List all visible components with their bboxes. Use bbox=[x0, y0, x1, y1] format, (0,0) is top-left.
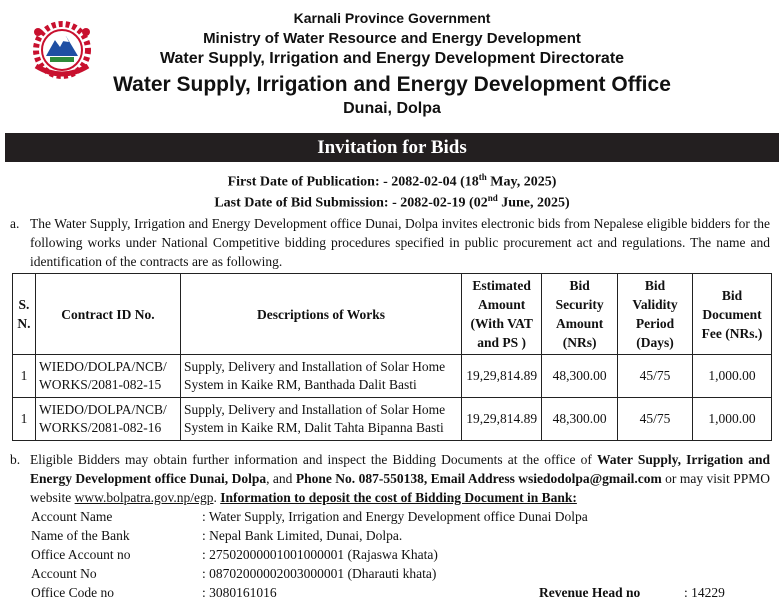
cell-security: 48,300.00 bbox=[542, 355, 618, 398]
ministry-name: Ministry of Water Resource and Energy Development bbox=[203, 30, 581, 47]
cell-fee: 1,000.00 bbox=[693, 398, 772, 441]
cell-contract: WIEDO/DOLPA/NCB/ WORKS/2081-082-15 bbox=[35, 355, 180, 398]
account-label: Account Name bbox=[31, 509, 113, 524]
table-header-row bbox=[13, 274, 772, 355]
table-row bbox=[13, 398, 772, 441]
account-value: : Nepal Bank Limited, Dunai, Dolpa. bbox=[202, 528, 403, 543]
cell-amount: 19,29,814.89 bbox=[462, 398, 542, 441]
col-header-amount: Estimated Amount (With VAT and PS ) bbox=[462, 274, 542, 355]
bank-info-heading: Information to deposit the cost of Bidding Document in Bank: bbox=[220, 490, 577, 505]
paragraph-text: Eligible Bidders may obtain further information and inspect the Bidding Documents at the office of Water Supply, Irrigation and Energy Development office Dunai, Dolpa, and Phone No. 087-550138, Email Address wsiedodolpa@gmail.com or may visit PPMO website www.bolpatra.gov.np/egp. Information to deposit the cost of Bidding Document in Bank: bbox=[30, 452, 771, 505]
cell-sn: 1 bbox=[13, 355, 36, 398]
col-header-description: Descriptions of Works bbox=[180, 274, 461, 355]
account-row bbox=[31, 545, 771, 564]
directorate-name: Water Supply, Irrigation and Energy Development Directorate bbox=[159, 50, 625, 67]
account-value: : Water Supply, Irrigation and Energy Development office Dunai Dolpa bbox=[202, 509, 588, 524]
paragraph-marker: b. bbox=[10, 452, 21, 467]
cell-contract: WIEDO/DOLPA/NCB/ WORKS/2081-082-16 bbox=[35, 398, 180, 441]
office-name: Water Supply, Irrigation and Energy Development Office bbox=[113, 73, 671, 96]
ppmo-website-link[interactable]: www.bolpatra.gov.np/egp bbox=[74, 490, 214, 505]
paragraph-a bbox=[10, 214, 770, 271]
account-value: : 3080161016 bbox=[202, 585, 277, 600]
account-row bbox=[31, 583, 771, 602]
account-row bbox=[31, 526, 771, 545]
account-label: Name of the Bank bbox=[31, 528, 130, 543]
publication-date: First Date of Publication: - 2082-02-04 (18th May, 2025) bbox=[227, 172, 557, 190]
cell-description: Supply, Delivery and Installation of Solar Home System in Kaike RM, Dalit Tahta Bipanna Basti bbox=[180, 398, 461, 441]
col-header-validity: Bid Validity Period (Days) bbox=[618, 274, 693, 355]
cell-description: Supply, Delivery and Installation of Solar Home System in Kaike RM, Banthada Dalit Basti bbox=[180, 355, 461, 398]
table-row bbox=[13, 355, 772, 398]
cell-validity: 45/75 bbox=[618, 398, 693, 441]
account-label: Account No bbox=[31, 566, 97, 581]
account-value: : 08702000002003000001 (Dharauti khata) bbox=[202, 566, 437, 581]
account-row bbox=[31, 564, 771, 583]
submission-date: Last Date of Bid Submission: - 2082-02-19 (02nd June, 2025) bbox=[214, 193, 570, 211]
cell-fee: 1,000.00 bbox=[693, 355, 772, 398]
office-location: Dunai, Dolpa bbox=[343, 100, 441, 117]
col-header-sn: S. N. bbox=[13, 274, 36, 355]
bids-table bbox=[12, 273, 772, 441]
cell-security: 48,300.00 bbox=[542, 398, 618, 441]
cell-sn: 1 bbox=[13, 398, 36, 441]
notice-title: Invitation for Bids bbox=[5, 133, 779, 162]
account-label: Office Account no bbox=[31, 547, 131, 562]
account-label: Office Code no bbox=[31, 585, 114, 600]
paragraph-b bbox=[10, 450, 770, 507]
contact-info: Phone No. 087-550138, Email Address wsiedodolpa@gmail.com bbox=[295, 471, 662, 486]
cell-validity: 45/75 bbox=[618, 355, 693, 398]
province-name: Karnali Province Government bbox=[293, 10, 491, 26]
cell-amount: 19,29,814.89 bbox=[462, 355, 542, 398]
paragraph-text: The Water Supply, Irrigation and Energy Development office Dunai, Dolpa invites electronic bids from Nepalese eligible bidders for the following works under National Competitive bidding procedures specified in public procurement act and regulations. The name and identification of the contracts are as following. bbox=[30, 216, 770, 269]
revenue-head-label: Revenue Head no bbox=[539, 585, 641, 600]
account-row bbox=[31, 507, 771, 526]
revenue-head-value: : 14229 bbox=[684, 585, 725, 600]
col-header-contract: Contract ID No. bbox=[35, 274, 180, 355]
letterhead bbox=[0, 0, 784, 130]
account-value: : 27502000001001000001 (Rajaswa Khata) bbox=[202, 547, 438, 562]
office-name-bold: Water Supply, Irrigation and Energy Development office Dunai, Dolpa bbox=[30, 452, 770, 486]
col-header-security: Bid Security Amount (NRs) bbox=[542, 274, 618, 355]
paragraph-marker: a. bbox=[10, 216, 20, 231]
col-header-fee: Bid Document Fee (NRs.) bbox=[693, 274, 772, 355]
